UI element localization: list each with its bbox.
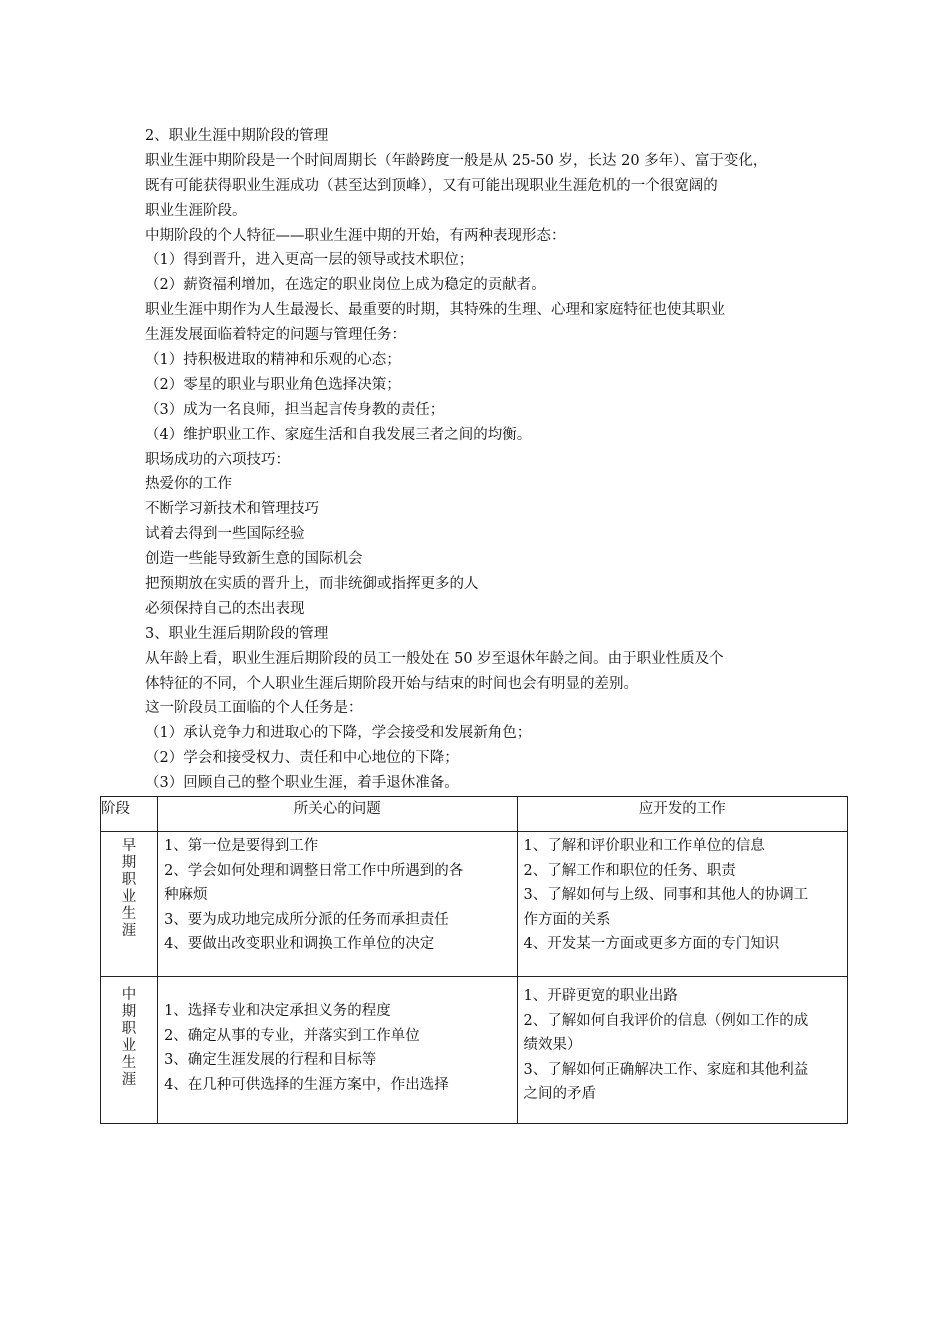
work-item: 4、开发某一方面或更多方面的专门知识 — [523, 936, 780, 952]
stage-char: 涯 — [121, 1072, 137, 1088]
work-item: 2、了解如何自我评价的信息（例如工作的成 — [523, 1012, 809, 1029]
stage-char: 职 — [121, 872, 137, 888]
concern-item: 2、学会如何处理和调整日常工作中所遇到的各 — [164, 862, 464, 879]
paragraph-line: 这一阶段员工面临的个人任务是： — [145, 700, 363, 717]
work-item: 3、了解如何正确解决工作、家庭和其他利益 — [523, 1061, 809, 1078]
list-item: （3）回顾自己的整个职业生涯，着手退休准备。 — [145, 775, 459, 792]
list-item: 创造一些能导致新生意的国际机会 — [145, 551, 363, 568]
header-stage: 阶段 — [101, 797, 158, 832]
paragraph-line: 职场成功的六项技巧： — [145, 451, 290, 468]
header-concerns: 所关心的问题 — [158, 797, 517, 832]
list-item: （1）持积极进取的精神和乐观的心态； — [145, 352, 401, 369]
paragraph-line: 体特征的不同，个人职业生涯后期阶段开始与结束的时间也会有明显的差别。 — [145, 675, 638, 692]
paragraph-line: 既有可能获得职业生涯成功（甚至达到顶峰），又有可能出现职业生涯危机的一个很宽阔的 — [145, 177, 718, 194]
stage-char: 生 — [121, 906, 137, 922]
stage-cell-mid — [101, 977, 158, 1124]
work-item: 1、开辟更宽的职业出路 — [523, 988, 678, 1004]
concern-item: 4、在几种可供选择的生涯方案中，作出选择 — [164, 1076, 449, 1093]
concerns-cell-early — [158, 832, 517, 977]
header-work: 应开发的工作 — [517, 797, 847, 832]
stage-char: 期 — [121, 1004, 137, 1020]
list-item: 热爱你的工作 — [145, 476, 232, 493]
work-cell-mid — [517, 977, 847, 1124]
work-item: 之间的矛盾 — [523, 1086, 597, 1102]
list-item: 把预期放在实质的晋升上，而非统御或指挥更多的人 — [145, 576, 479, 593]
table-row-early-career — [101, 832, 848, 977]
concern-item: 4、要做出改变职业和调换工作单位的决定 — [164, 936, 435, 952]
concern-item: 种麻烦 — [164, 887, 208, 903]
work-item: 绩效果） — [523, 1037, 582, 1053]
concern-item: 2、确定从事的专业，并落实到工作单位 — [164, 1027, 420, 1044]
work-item: 1、了解和评价职业和工作单位的信息 — [523, 838, 765, 854]
paragraph-line: 中期阶段的个人特征——职业生涯中期的开始，有两种表现形态： — [145, 227, 566, 244]
stage-char: 早 — [121, 838, 137, 854]
list-item: （1）承认竞争力和进取心的下降，学会接受和发展新角色； — [145, 725, 532, 742]
paragraph-line: 职业生涯中期作为人生最漫长、最重要的时期，其特殊的生理、心理和家庭特征也使其职业 — [145, 302, 725, 319]
work-item: 3、了解如何与上级、同事和其他人的协调工 — [523, 887, 809, 903]
stage-cell-early — [101, 832, 158, 977]
concerns-cell-mid — [158, 977, 517, 1124]
concern-item: 3、要为成功地完成所分派的任务而承担责任 — [164, 911, 449, 928]
list-item: （1）得到晋升，进入更高一层的领导或技术职位； — [145, 252, 474, 269]
list-item: 必须保持自己的杰出表现 — [145, 600, 305, 617]
paragraph-line: 职业生涯阶段。 — [145, 202, 247, 219]
stage-char: 职 — [121, 1021, 137, 1037]
concern-item: 3、确定生涯发展的行程和目标等 — [164, 1052, 377, 1068]
stage-char: 涯 — [121, 923, 137, 939]
table-header-row — [101, 797, 848, 832]
list-item: （2）学会和接受权力、责任和中心地位的下降； — [145, 750, 459, 767]
stage-char: 中 — [121, 987, 137, 1003]
table-row-mid-career — [101, 977, 848, 1124]
body-text — [145, 124, 825, 796]
section-heading-mid-career: 2、职业生涯中期阶段的管理 — [145, 128, 329, 144]
list-item: 试着去得到一些国际经验 — [145, 526, 305, 543]
stage-char: 业 — [121, 1038, 137, 1054]
concern-item: 1、第一位是要得到工作 — [164, 838, 319, 854]
paragraph-line: 从年龄上看，职业生涯后期阶段的员工一般处在 50 岁至退休年龄之间。由于职业性质及个 — [145, 650, 724, 667]
section-heading-late-career: 3、职业生涯后期阶段的管理 — [145, 625, 329, 642]
paragraph-line: 生涯发展面临着特定的问题与管理任务： — [145, 327, 406, 344]
paragraph-line: 职业生涯中期阶段是一个时间周期长（年龄跨度一般是从 25-50 岁，长达 20 多年）、富于变化， — [145, 152, 768, 169]
list-item: （2）零星的职业与职业角色选择决策； — [145, 376, 401, 393]
stage-char: 业 — [121, 889, 137, 905]
stage-char: 期 — [121, 855, 137, 871]
concern-item: 1、选择专业和决定承担义务的程度 — [164, 1003, 391, 1019]
work-item: 2、了解工作和职位的任务、职责 — [523, 862, 736, 879]
stage-char: 生 — [121, 1055, 137, 1071]
list-item: （3）成为一名良师，担当起言传身教的责任； — [145, 401, 445, 418]
work-cell-early — [517, 832, 847, 977]
work-item: 作方面的关系 — [523, 911, 611, 928]
list-item: （4）维护职业工作、家庭生活和自我发展三者之间的均衡。 — [145, 426, 532, 443]
list-item: 不断学习新技术和管理技巧 — [145, 501, 319, 518]
list-item: （2）薪资福利增加，在选定的职业岗位上成为稳定的贡献者。 — [145, 277, 546, 294]
career-stage-table — [100, 796, 848, 1124]
